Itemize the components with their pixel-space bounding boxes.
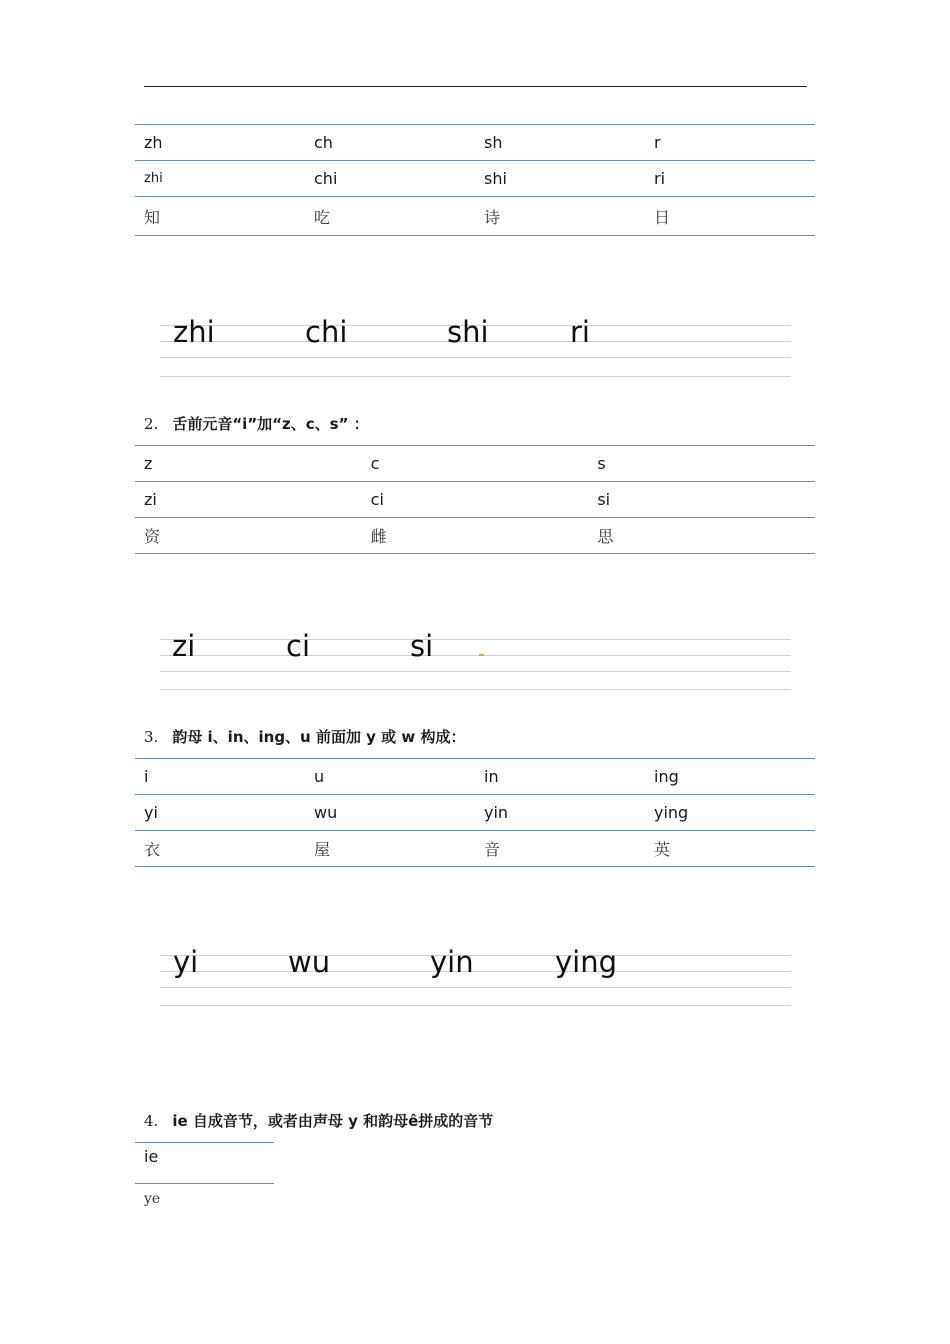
table-cell: 知 xyxy=(135,197,305,236)
table-cell: yin xyxy=(475,795,645,831)
section-heading-4 xyxy=(144,1110,493,1131)
section-number: 2. xyxy=(144,415,159,433)
syllable: yin xyxy=(430,945,474,979)
section-heading-3 xyxy=(144,726,465,747)
table-cell: 资 xyxy=(135,518,362,554)
section-heading-2 xyxy=(144,413,369,434)
section-number: 3. xyxy=(144,728,159,746)
table-z-c-s xyxy=(135,445,815,554)
table-cell: ie xyxy=(144,1147,159,1166)
guide-line xyxy=(160,671,791,672)
guide-line xyxy=(160,987,791,988)
table-row xyxy=(135,518,815,554)
table-row xyxy=(135,446,815,482)
syllable: ying xyxy=(555,945,618,979)
table-row xyxy=(135,831,815,867)
table-cell: 日 xyxy=(645,197,815,236)
syllable: si xyxy=(410,629,434,663)
guide-line xyxy=(160,376,791,377)
table-cell: 音 xyxy=(475,831,645,867)
table-cell: 吃 xyxy=(305,197,475,236)
table-cell: zhi xyxy=(135,161,305,197)
table-cell: zi xyxy=(135,482,362,518)
table-cell: zh xyxy=(135,125,305,161)
table-cell: c xyxy=(362,446,589,482)
table-cell: ing xyxy=(645,759,815,795)
syllable: zhi xyxy=(173,315,215,349)
table-cell: i xyxy=(135,759,305,795)
table-row xyxy=(135,795,815,831)
table-cell: ye xyxy=(144,1191,161,1207)
syllable: shi xyxy=(447,315,489,349)
syllable: yi xyxy=(173,945,199,979)
guide-line xyxy=(160,689,791,690)
section-number: 4. xyxy=(144,1112,159,1130)
table-cell: 诗 xyxy=(475,197,645,236)
table-cell: yi xyxy=(135,795,305,831)
table-cell: z xyxy=(135,446,362,482)
table-cell: si xyxy=(588,482,815,518)
table-cell: s xyxy=(588,446,815,482)
practice-lines-3 xyxy=(160,945,791,1018)
table-ie xyxy=(135,1142,274,1184)
guide-line xyxy=(160,655,791,656)
table-cell: 雌 xyxy=(362,518,589,554)
syllable: wu xyxy=(288,945,331,979)
table-cell: 英 xyxy=(645,831,815,867)
syllable: chi xyxy=(305,315,348,349)
table-cell: ying xyxy=(645,795,815,831)
top-rule xyxy=(144,86,807,87)
table-zh-ch-sh-r xyxy=(135,124,815,236)
ink-mark xyxy=(479,654,484,656)
table-cell: 屋 xyxy=(305,831,475,867)
syllable: ri xyxy=(570,315,590,349)
table-row xyxy=(135,161,815,197)
table-i-u-in-ing xyxy=(135,758,815,867)
table-cell: in xyxy=(475,759,645,795)
table-row xyxy=(135,197,815,236)
guide-line xyxy=(160,971,791,972)
table-cell: wu xyxy=(305,795,475,831)
guide-line xyxy=(160,639,791,640)
table-rule xyxy=(135,1183,274,1184)
practice-lines-1 xyxy=(160,315,791,388)
guide-line xyxy=(160,357,791,358)
table-cell: ch xyxy=(305,125,475,161)
table-cell: chi xyxy=(305,161,475,197)
table-cell: ri xyxy=(645,161,815,197)
syllable: ci xyxy=(286,629,311,663)
table-row xyxy=(135,482,815,518)
syllable: zi xyxy=(172,629,196,663)
table-cell: sh xyxy=(475,125,645,161)
guide-line xyxy=(160,1005,791,1006)
table-cell: ci xyxy=(362,482,589,518)
practice-lines-2 xyxy=(160,629,791,702)
table-row xyxy=(135,125,815,161)
table-cell: 思 xyxy=(588,518,815,554)
table-row xyxy=(135,759,815,795)
table-cell: u xyxy=(305,759,475,795)
table-cell: 衣 xyxy=(135,831,305,867)
section-title: 舌前元音“i”加“z、c、s” ： xyxy=(172,415,369,433)
table-cell: r xyxy=(645,125,815,161)
section-title: 韵母 i、in、ing、u 前面加 y 或 w 构成： xyxy=(172,728,466,746)
section-title: ie 自成音节，或者由声母 y 和韵母ê拼成的音节 xyxy=(172,1112,494,1130)
table-cell: shi xyxy=(475,161,645,197)
guide-line xyxy=(160,955,791,956)
